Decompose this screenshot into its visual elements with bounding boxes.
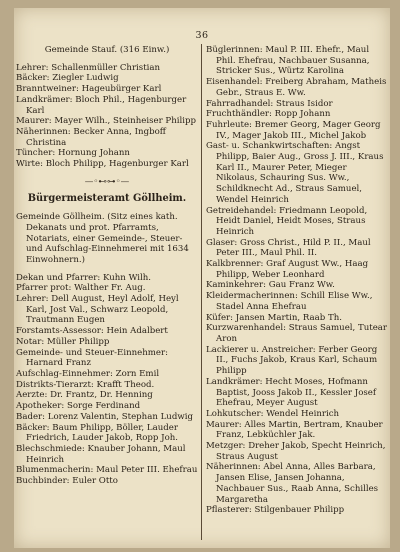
directory-entry: Branntweiner: Hageubürger Karl [16, 84, 162, 95]
directory-entry: Lehrer: Dell August, Heyl Adolf, Heyl Karl, Jost Val., Schwarz Leopold, Trautmann Eugen [16, 294, 179, 326]
directory-entry: Kleidermacherinnen: Schill Elise Ww., Stadel Anna Ehefrau [206, 291, 373, 312]
directory-entry: Lehrer: Schallenmüller Christian [16, 62, 161, 73]
directory-entry: Bäcker: Baum Philipp, Böller, Lauder Friedrich, Lauder Jakob, Ropp Joh. [16, 422, 179, 444]
directory-entry: Maurer: Mayer Wilh., Steinheiser Philipp [16, 116, 196, 127]
directory-entry: Bäcker: Ziegler Ludwig [16, 73, 119, 84]
municipality-intro: Gemeinde Göllheim. (Sitz eines kath. Dekanats und prot. Pfarramts, Notariats, einer Gemeinde-, Steuer- und Aufschlag-Einnehmerei mit 1634 Einwohnern.) [16, 212, 189, 265]
column-divider [201, 44, 202, 540]
directory-entry: Apotheker: Sorge Ferdinand [16, 401, 141, 412]
directory-entry: Aufschlag-Einnehmer: Zorn Emil [16, 368, 160, 379]
directory-entry: Notar: Müller Philipp [16, 336, 110, 347]
ornament-divider: —◦⊷⊶◦— [84, 176, 130, 187]
book-page [14, 8, 390, 548]
directory-entry: Kaminkehrer: Gau Franz Ww. [206, 280, 335, 291]
directory-entry: Distrikts-Tierarzt: Krafft Theod. [16, 379, 155, 390]
directory-entry: Pfarrer prot: Walther Fr. Aug. [16, 283, 146, 294]
directory-entry: Buchbinder: Euler Otto [16, 476, 118, 487]
directory-entry: Landkrämer: Bloch Phil., Hagenburger Karl [16, 94, 187, 116]
directory-entry: Gemeinde- und Steuer-Einnehmer: Harnard Franz [16, 347, 169, 369]
directory-entry: Gast- u. Schankwirtschaften: Angst Philipp, Baier Aug., Gross J. III., Kraus Karl II., Maurer Peter, Mieger Nikolaus, Schauring Sus. Ww., Schildknecht Ad., Straus Samuel, Wendel Heinrich [206, 141, 384, 205]
directory-entry: Getreidehandel: Friedmann Leopold, Heidt Daniel, Heidt Moses, Straus Heinrich [206, 205, 368, 237]
directory-entry: Tüncher: Hornung Johann [16, 148, 130, 159]
section-heading-goellheim: Bürgermeisteramt Göllheim. [27, 193, 187, 205]
directory-entry: Lohkutscher: Wendel Heinrich [206, 408, 340, 419]
directory-entry: Lackierer u. Anstreicher: Ferber Georg II., Fuchs Jakob, Kraus Karl, Schaum Philipp [206, 344, 378, 377]
section-heading-stauf: Gemeinde Stauf. (316 Einw.) [44, 45, 170, 55]
directory-entry: Pflasterer: Stilgenbauer Philipp [206, 505, 345, 516]
directory-entry: Küfer: Jansen Martin, Raab Th. [206, 312, 343, 323]
directory-entry: Näherinnen: Becker Anna, Ingboff Christina [16, 126, 166, 148]
directory-entry: Dekan und Pfarrer: Kuhn Wilh. [16, 272, 152, 283]
directory-entry: Fuhrleute: Bremer Georg, Mager Georg IV., Mager Jakob III., Michel Jakob [206, 119, 381, 141]
directory-entry: Landkrämer: Hecht Moses, Hofmann Baptist, Jooss Jakob II., Kessler Josef Ehefrau, Meyer August [206, 376, 377, 409]
directory-entry: Kalkbrenner: Graf August Ww., Haag Philipp, Weber Leonhard [206, 259, 369, 280]
directory-entry: Fruchthändler: Ropp Johann [206, 109, 331, 120]
directory-entry: Kurzwarenhandel: Straus Samuel, Tutear Aron [206, 323, 388, 344]
directory-entry: Forstamts-Assessor: Hein Adalbert [16, 326, 168, 337]
directory-entry: Bader: Lorenz Valentin, Stephan Ludwig [16, 411, 193, 422]
directory-entry: Wirte: Bloch Philipp, Hagenburger Karl [16, 159, 189, 170]
directory-entry: Eisenhandel: Freiberg Abraham, Matheis Gebr., Straus E. Ww. [206, 77, 387, 98]
directory-entry: Aerzte: Dr. Frantz, Dr. Henning [16, 390, 153, 401]
directory-entry: Näherinnen: Abel Anna, Alles Barbara, Jansen Elise, Jansen Johanna, Nachbauer Sus., Raab Anna, Schilles Margaretha [206, 462, 379, 505]
left-column [16, 45, 198, 487]
directory-entry: Maurer: Alles Martin, Bertram, Knauber Franz, Lebküchler Jak. [206, 419, 383, 441]
directory-entry: Büglerinnen: Maul P. III. Ehefr., Maul Phil. Ehefrau, Nachbauer Susanna, Stricker Sus., Würtz Karolina [206, 45, 370, 77]
directory-entry: Blechschmiede: Knauber Johann, Maul Heinrich [16, 443, 186, 465]
directory-entry: Fahrradhandel: Straus Isidor [206, 98, 333, 109]
directory-entry: Glaser: Gross Christ., Hild P. II., Maul Peter III., Maul Phil. II. [206, 237, 371, 259]
page-number: 36 [195, 30, 209, 41]
right-column [206, 45, 388, 516]
directory-entry: Metzger: Dreher Jakob, Specht Heinrich, Straus August [206, 441, 386, 462]
directory-entry: Blumenmacherin: Maul Peter III. Ehefrau [16, 465, 198, 476]
